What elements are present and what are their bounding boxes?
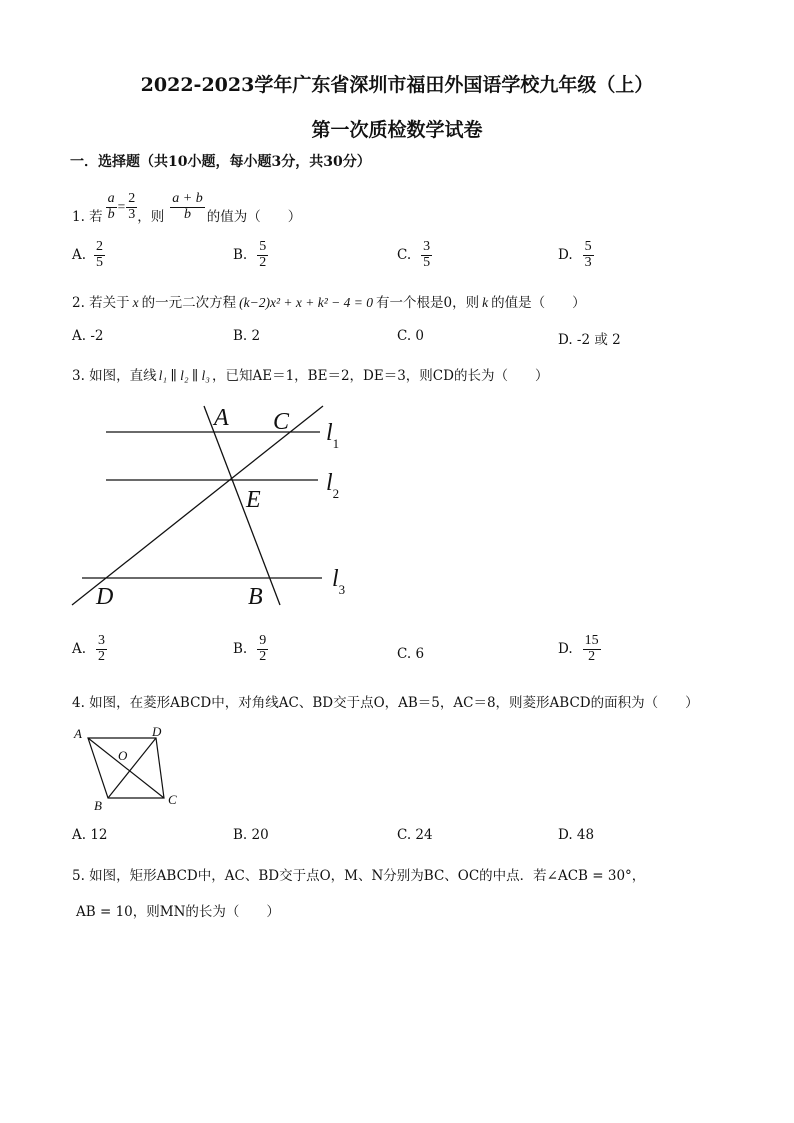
question-2: 2. 若关于 x 的一元二次方程 (k−2)x² + x + k² − 4 = 0 有一个根是0，则 k 的值是（ ） (72, 295, 586, 311)
q4-figure (70, 722, 190, 814)
q1-option-c[interactable]: C. $\frac{3}{5}$ (397, 239, 431, 270)
q3-option-a[interactable]: A. $\frac{3}{2}$ (72, 633, 106, 664)
q4-option-c[interactable]: C. 24 (397, 827, 433, 843)
q1-option-d[interactable]: D. $\frac{5}{3}$ (558, 239, 592, 270)
q2-option-c[interactable]: C. 0 (397, 328, 425, 344)
page-subtitle: 第一次质检数学试卷 (311, 119, 483, 141)
diagonal-ac (88, 738, 164, 798)
label-l1: $l_1$ (326, 420, 340, 451)
q1-option-a[interactable]: A. $\frac{2}{5}$ (72, 239, 104, 270)
label-o: O (118, 748, 128, 763)
label-l2: $l_2$ (326, 470, 340, 501)
label-d: D (96, 584, 114, 610)
label-d: D (152, 724, 162, 739)
q1-number: 1. 若 (72, 209, 103, 225)
q4-option-a[interactable]: A. 12 (72, 827, 108, 843)
transversal-ab (204, 406, 280, 605)
question-5-line2: AB = 10，则MN的长为（ ） (76, 904, 280, 920)
q2-option-a[interactable]: A. -2 (72, 328, 104, 344)
q1-condition-fraction: $\frac{a}{b}$ (107, 190, 115, 222)
label-c: C (168, 792, 177, 807)
label-l3: $l_3$ (332, 566, 346, 597)
q1-expression: $\frac{a + b}{b}$ (172, 190, 203, 222)
question-5-line1: 5. 如图，矩形ABCD中，AC、BD交于点O，M、N分别为BC、OC的中点．若∠ACB = 30°， (72, 868, 646, 884)
transversal-cd (72, 406, 323, 605)
q2-option-b[interactable]: B. 2 (233, 328, 261, 344)
q2-option-d[interactable]: D. -2 或 2 (558, 332, 621, 348)
label-b: B (248, 584, 263, 610)
section-heading: 一．选择题（共10小题，每小题3分，共30分） (70, 154, 371, 170)
q3-option-d[interactable]: D. $\frac{15}{2}$ (558, 633, 599, 664)
page-title: 2022-2023学年广东省深圳市福田外国语学校九年级（上） (140, 74, 654, 96)
q1-option-b[interactable]: B. $\frac{5}{2}$ (233, 239, 267, 270)
q3-option-b[interactable]: B. $\frac{9}{2}$ (233, 633, 267, 664)
label-b: B (94, 798, 102, 813)
q4-option-d[interactable]: D. 48 (558, 827, 595, 843)
diagonal-bd (108, 738, 156, 798)
q4-option-b[interactable]: B. 20 (233, 827, 269, 843)
label-e: E (246, 487, 261, 513)
q3-option-c[interactable]: C. 6 (397, 646, 425, 662)
q3-figure (60, 398, 360, 613)
question-4: 4. 如图，在菱形ABCD中，对角线AC、BD交于点O，AB＝5，AC＝8，则菱形ABCD的面积为（ ） (72, 695, 699, 711)
label-a: A (214, 405, 229, 431)
label-c: C (273, 409, 290, 435)
question-3: 3. 如图，直线 l₁ ∥ l₂ ∥ l₃ ，已知AE＝1，BE＝2，DE＝3，则CD的长为（ ） (72, 368, 549, 384)
label-a: A (74, 726, 82, 741)
question-1: 1. 若 $\frac{a}{b}$ = $\frac{2}{3}$ ，则 $\frac{a + b}{b}$ 的值为（ ） (72, 190, 302, 225)
q1-condition-value: $\frac{2}{3}$ (128, 190, 136, 222)
q2-equation: (k−2)x² + x + k² − 4 = 0 (239, 295, 374, 310)
